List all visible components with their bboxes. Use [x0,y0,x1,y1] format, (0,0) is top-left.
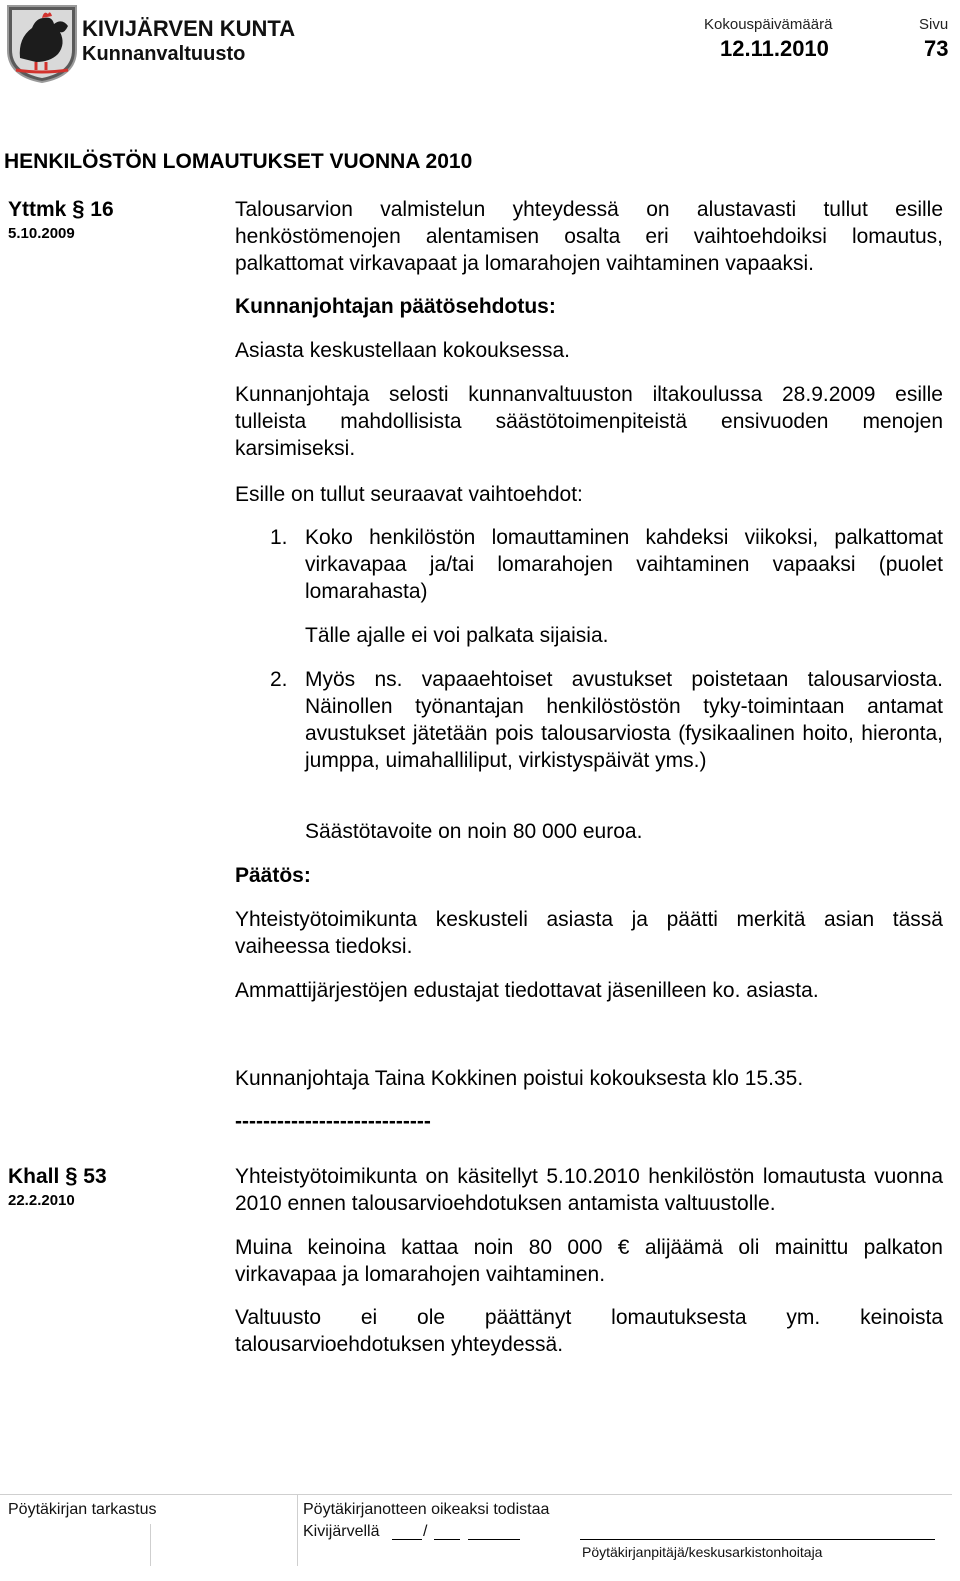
signer-title: Pöytäkirjanpitäjä/keskusarkistonhoitaja [582,1544,823,1560]
certification-label: Pöytäkirjanotteen oikeaksi todistaa [303,1501,550,1518]
page-number: 73 [924,36,949,61]
section2-reference [8,1163,107,1189]
page-label: Sivu [919,16,949,33]
document-title: HENKILÖSTÖN LOMAUTUKSET VUONNA 2010 [4,150,473,173]
section1-date: 5.10.2009 [8,225,75,242]
signature-line[interactable] [580,1539,935,1540]
section2-paragraph-3: Valtuusto ei ole päättänyt lomautuksesta ym. keinoista talousarvioehdotuksen yhteydessä. [235,1306,943,1356]
section2-ref-body: Khall [8,1165,60,1188]
proposal-text: Asiasta keskustellaan kokouksessa. [235,339,571,362]
date-month-blank[interactable] [434,1539,460,1540]
footer-divider [150,1524,151,1566]
footer-top-rule [0,1494,952,1495]
explanation-paragraph: Kunnanjohtaja selosti kunnanvaltuuston iltakoulussa 28.9.2009 esille tulleista mahdollisista säästötoimenpiteistä ensivuoden menojen karsimiseksi. [235,383,943,460]
date-separator: / [423,1523,428,1540]
list-item-text: Koko henkilöstön lomauttaminen kahdeksi viikoksi, palkattomat virkavapaa ja/tai lomarahojen vaihtaminen vapaaksi (puolet lomarahasta) [305,526,943,603]
meeting-date: 12.11.2010 [720,36,829,61]
options-intro: Esille on tullut seuraavat vaihtoehdot: [235,483,583,506]
list-item-number: 2. [270,668,288,691]
section-sign: § [65,1163,78,1188]
list-item-number: 1. [270,526,288,549]
list-item-note: Säästötavoite on noin 80 000 euroa. [305,820,643,843]
list-item-text: Myös ns. vapaaehtoiset avustukset poistetaan talousarviosta. Näinollen työnantajan henkilöstöstön tyky-toimintaan antamat avustukset jätetään pois talousarviosta (fysikaalinen hoito, hieronta, jumppa, uimahalliliput, virkistyspäivät yms.) [305,668,943,772]
section1-reference [8,196,114,222]
minutes-check-label: Pöytäkirjan tarkastus [8,1501,157,1518]
signing-place: Kivijärvellä [303,1523,380,1540]
decision-text: Yhteistyötoimikunta keskusteli asiasta ja päätti merkitä asian tässä vaiheessa tiedoksi. [235,908,943,958]
meeting-date-label: Kokouspäivämäärä [704,16,833,33]
decision-heading: Päätös: [235,864,311,887]
section1-ref-body: Yttmk [8,198,67,221]
section1-intro: Talousarvion valmistelun yhteydessä on alustavasti tullut esille henköstömenojen alentamisen osalta eri vaihtoehdoiksi lomautus, palkattomat virkavapaat ja lomarahojen vaihtaminen vapaaksi. [235,198,943,275]
section2-number: 53 [83,1165,107,1188]
footer-divider [297,1494,298,1566]
departure-note: Kunnanjohtaja Taina Kokkinen poistui kokouksesta klo 15.35. [235,1067,804,1090]
section2-paragraph-1: Yhteistyötoimikunta on käsitellyt 5.10.2010 henkilöstön lomautusta vuonna 2010 ennen talousarvioehdotuksen antamista valtuustolle. [235,1165,943,1215]
section-separator: ---------------------------- [235,1110,431,1133]
date-day-blank[interactable] [392,1539,422,1540]
municipal-crest-logo [6,4,78,84]
section-sign: § [72,196,85,221]
decision-note: Ammattijärjestöjen edustajat tiedottavat jäsenilleen ko. asiasta. [235,979,819,1002]
organization-name: KIVIJÄRVEN KUNTA [82,16,296,41]
date-year-blank[interactable] [468,1539,520,1540]
list-item-note: Tälle ajalle ei voi palkata sijaisia. [305,624,609,647]
section2-date: 22.2.2010 [8,1192,75,1209]
section2-paragraph-2: Muina keinoina kattaa noin 80 000 € alijäämä oli mainittu palkaton virkavapaa ja lomarahojen vaihtaminen. [235,1236,943,1286]
page-footer [0,1494,952,1566]
body-name: Kunnanvaltuusto [82,43,246,65]
proposal-heading: Kunnanjohtajan päätösehdotus: [235,295,556,318]
section1-number: 16 [90,198,114,221]
